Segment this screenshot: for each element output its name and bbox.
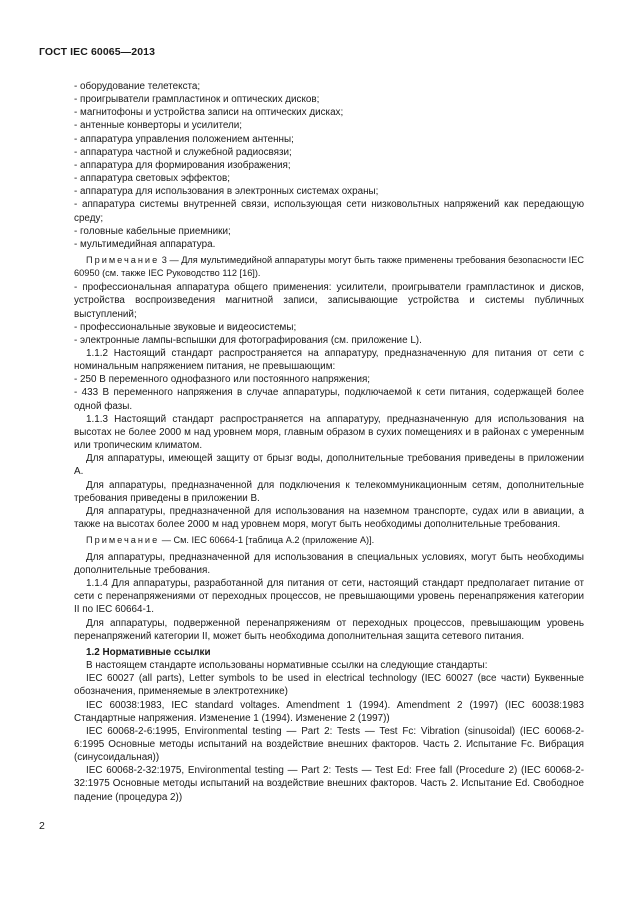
clause-1-1-2: 1.1.2 Настоящий стандарт распространяется на аппаратуру, предназначенную для питания от сети с номинальным напряжением питания, не превышающим: xyxy=(74,348,584,373)
clause-1-1-4: 1.1.4 Для аппаратуры, разработанной для питания от сети, настоящий стандарт предполагает питание от сети с перенапряжениями от переходных процессов, не превышающими уровень перенапряжения категории II по IEC 60664-1. xyxy=(74,578,584,616)
list-item: - аппаратура световых эффектов; xyxy=(74,173,230,185)
note xyxy=(74,534,584,547)
page-number: 2 xyxy=(39,820,45,832)
list-item: - электронные лампы-вспышки для фотографирования (см. приложение L). xyxy=(74,334,422,346)
paragraph: Для аппаратуры, имеющей защиту от брызг воды, дополнительные требования приведены в приложении А. xyxy=(74,453,584,478)
reference-item: IEC 60068-2-32:1975, Environmental testing — Part 2: Tests — Test Ed: Free fall (Procedure 2) (IEC 60068-2-32:1975 Основные методы испытаний на воздействие внешних факторов. Часть 2. Испытание Ed. Свободное падение (процедура 2)) xyxy=(74,765,584,803)
reference-item: IEC 60068-2-6:1995, Environmental testing — Part 2: Tests — Test Fc: Vibration (sinusoidal) (IEC 60068-2-6:1995 Основные методы испытаний на воздействие внешних факторов. Часть 2. Испытание Fc. Вибрация (синусоидальная)) xyxy=(74,725,584,764)
note-label: Примечание xyxy=(86,255,160,266)
clause-1-1-3: 1.1.3 Настоящий стандарт распространяется на аппаратуру, предназначенную для использования на высотах не более 2000 м над уровнем моря, главным образом в сухих помещениях и в районах с умеренным или тропическим климатом. xyxy=(74,413,584,452)
paragraph: Для аппаратуры, подверженной перенапряжениям от переходных процессов, превышающим уровень перенапряжений категории II, может быть необходима дополнительная защита сетевого питания. xyxy=(74,617,584,642)
list-item: - 250 В переменного однофазного или постоянного напряжения; xyxy=(74,374,371,386)
list-item: - мультимедийная аппаратура. xyxy=(74,238,216,250)
paragraph: Для аппаратуры, предназначенной для использования на наземном транспорте, судах или в авиации, а также на высотах более 2000 м над уровнем моря, могут быть необходимы дополнительные требования. xyxy=(74,505,584,531)
list-item: - проигрыватели грампластинок и оптических дисков; xyxy=(74,94,320,106)
list-item: - оборудование телетекста; xyxy=(74,81,201,92)
reference-item: IEC 60038:1983, IEC standard voltages. Amendment 1 (1994). Amendment 2 (1997) (IEC 60038:1983 Стандартные напряжения. Изменение 1 (1994). Изменение 2 (1997)) xyxy=(74,699,584,724)
section-heading: 1.2 Нормативные ссылки xyxy=(86,646,211,658)
note-label: Примечание xyxy=(86,535,160,546)
note-3 xyxy=(74,254,584,279)
list-item: - 433 В переменного напряжения в случае аппаратуры, подключаемой к сети питания, содержащей более одной фазы. xyxy=(74,387,584,412)
list-item: - аппаратура системы внутренней связи, использующая сети низковольтных напряжений как передающую среду; xyxy=(74,199,584,224)
list-item: - магнитофоны и устройства записи на оптических дисках; xyxy=(74,107,344,119)
list-item: - аппаратура управления положением антенны; xyxy=(74,133,294,145)
list-item: - профессиональная аппаратура общего применения: усилители, проигрыватели грампластинок и дисков, устройства воспроизведения магнитной записи, записывающие устройства и системы публичных выступлений; xyxy=(74,282,584,320)
paragraph: Для аппаратуры, предназначенной для использования в специальных условиях, могут быть необходимы дополнительные требования. xyxy=(74,551,584,576)
list-item: - аппаратура для использования в электронных системах охраны; xyxy=(74,186,379,198)
page-content xyxy=(74,80,584,804)
paragraph: Для аппаратуры, предназначенной для подключения к телекоммуникационным сетям, дополнительные требования приведены в приложении В. xyxy=(74,479,584,504)
page-header: ГОСТ IEC 60065—2013 xyxy=(39,46,156,58)
note-text: 3 — Для мультимедийной аппаратуры могут быть также применены требования безопасности IEC 60950 (см. также IEC Руководство 112 [16]). xyxy=(74,255,584,278)
list-item: - антенные конверторы и усилители; xyxy=(74,120,243,132)
list-item: - аппаратура для формирования изображения; xyxy=(74,159,291,171)
note-text: — См. IEC 60664-1 [таблица А.2 (приложение А)]. xyxy=(159,535,375,546)
paragraph: В настоящем стандарте использованы нормативные ссылки на следующие стандарты: xyxy=(86,660,488,672)
list-item: - головные кабельные приемники; xyxy=(74,225,231,237)
reference-item: IEC 60027 (all parts), Letter symbols to be used in electrical technology (IEC 60027 (все части) Буквенные обозначения, применяемые в электротехнике) xyxy=(74,673,584,698)
list-item: - профессиональные звуковые и видеосистемы; xyxy=(74,321,297,333)
list-item: - аппаратура частной и служебной радиосвязи; xyxy=(74,146,292,158)
